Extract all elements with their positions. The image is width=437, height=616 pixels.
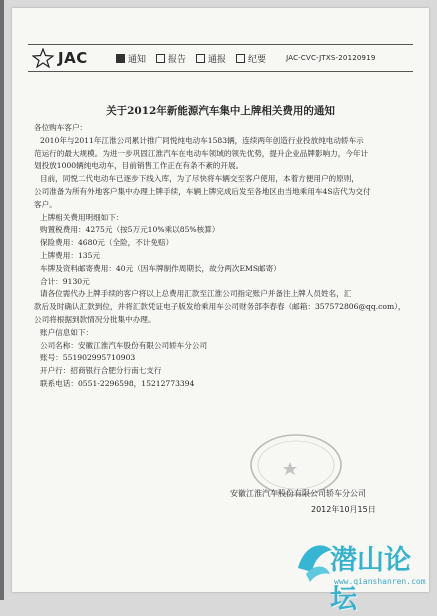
watermark-title: 潜山论坛	[330, 545, 411, 615]
header-doc-types	[116, 52, 266, 65]
paragraph-2-line-2: 公司准备为所有外地客户集中办理上牌手续，车辆上牌完成后发至各地区由当地乘用车4S店代为交付	[34, 186, 371, 196]
account-name: 公司名称：安徽江淮汽车股份有限公司轿车分公司	[40, 340, 208, 350]
paragraph-3-line-3: 公司将根据到款情况分批集中办理。	[34, 314, 156, 324]
document-number: JAC-CVC-JTXS-20120919	[286, 54, 376, 62]
jac-star-icon	[32, 48, 54, 68]
empty-box-icon	[196, 54, 205, 63]
greeting: 各位购车客户：	[34, 123, 88, 132]
empty-box-icon	[156, 54, 165, 63]
paragraph-3-line-2: 款后及时确认汇款到位，并将汇款凭证电子版发给乘用车公司财务部李春春（邮箱：357572806@qq.com），	[34, 302, 406, 312]
jac-logo	[28, 48, 116, 68]
scan-edge-shadow	[0, 0, 4, 600]
watermark-url: www.qianshanren.com	[334, 577, 426, 586]
doc-type-report: 报告	[156, 52, 186, 65]
paragraph-1-line-1: 2010年与2011年江淮公司累计推广同悦纯电动车1583辆，连续两年创造行业投放纯电动轿车示	[40, 135, 364, 145]
paragraph-1-line-2: 范运行的最大规模。为进一步巩固江淮汽车在电动车领域的领先优势，提升企业品牌影响力，今年计	[34, 148, 369, 158]
checked-box-icon	[116, 54, 125, 63]
issue-date: 2012年10月15日	[311, 505, 376, 514]
doc-type-bulletin: 通报	[196, 52, 226, 65]
doc-type-minutes: 纪要	[236, 52, 266, 65]
fee-insurance: 保险费用：4680元（全险，不计免赔）	[40, 238, 174, 248]
fee-delivery: 车牌及资料邮寄费用：40元（因车牌制作周期长，故分两次EMS邮寄）	[40, 263, 281, 273]
account-number: 账号：551902995710903	[40, 353, 136, 363]
fees-heading: 上牌相关费用明细如下：	[40, 212, 124, 222]
document-body	[34, 122, 406, 391]
document-title: 关于2012年新能源汽车集中上牌相关费用的通知	[106, 105, 335, 117]
logo-text: JAC	[58, 49, 88, 67]
account-bank: 开户行：招商银行合肥分行南七支行	[40, 366, 162, 376]
doc-type-notice: 通知	[116, 52, 146, 65]
issuer-signature: 安徽江淮汽车股份有限公司轿车分公司	[230, 489, 366, 498]
account-heading: 账户信息如下：	[40, 327, 94, 337]
fee-total: 合计：9130元	[40, 276, 90, 286]
paragraph-3-line-1: 请各位需代办上牌手续的客户将以上总费用汇款至江淮公司指定账户并备注上牌人员姓名，汇	[40, 289, 352, 299]
account-phone: 联系电话：0551-2296598，15212773394	[40, 378, 195, 388]
paragraph-2-line-1: 目前，同悦二代电动车已逐步下线入库，为了尽快将车辆交至客户使用，本着方便用户的原则，	[40, 174, 359, 184]
paragraph-2-line-3: 客户。	[34, 199, 57, 209]
document-header	[28, 44, 413, 72]
fee-purchase-tax: 购置税费用：4275元（按5万元10%乘以85%核算）	[40, 225, 220, 235]
empty-box-icon	[236, 54, 245, 63]
paragraph-1-line-3: 划投放1000辆纯电动车，目前销售工作正在有条不紊的开展。	[34, 161, 244, 171]
fee-plate: 上牌费用：135元	[40, 250, 101, 260]
